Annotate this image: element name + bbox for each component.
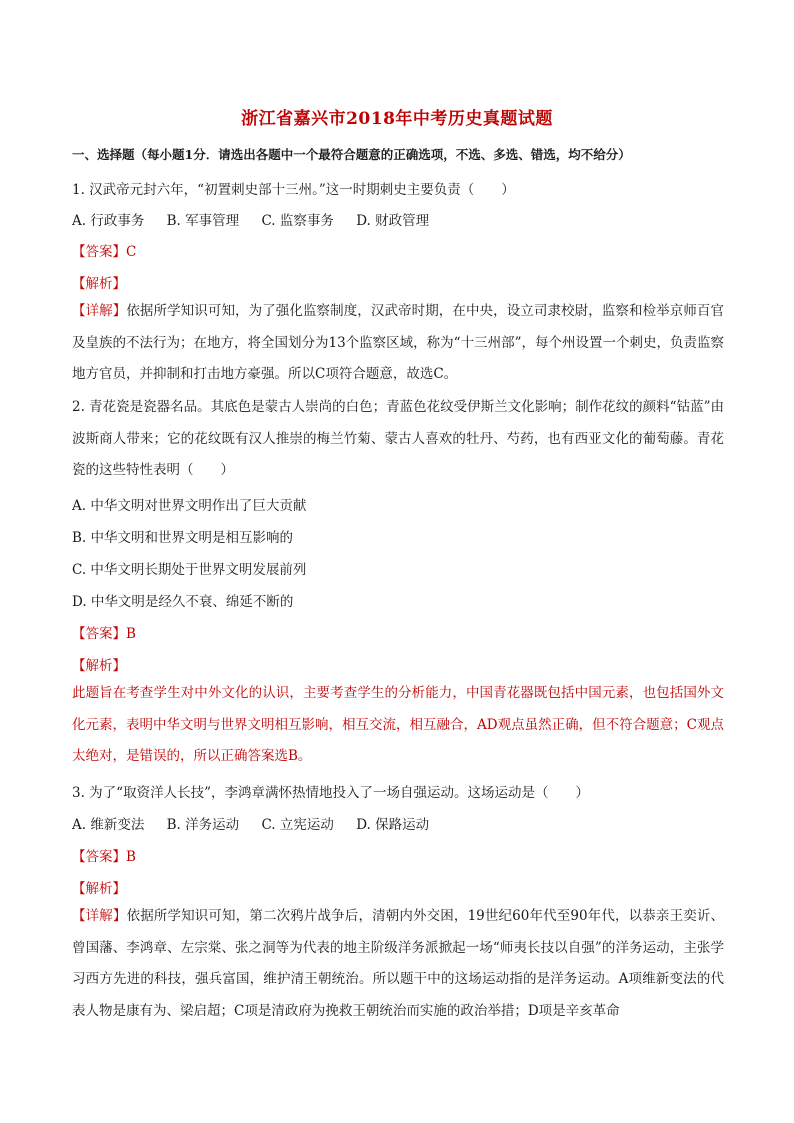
q2-stem: 2. 青花瓷是瓷器名品。其底色是蒙古人崇尚的白色；青蓝色花纹受伊斯兰文化影响；制作花纹的颜料“钴蓝”由波斯商人带来；它的花纹既有汉人推崇的梅兰竹菊、蒙古人喜欢的牡丹、芍药，也有西亚文化的葡萄藤。青花瓷的这些特性表明（ ）	[72, 399, 724, 478]
q1-detail-tag: 【详解】	[72, 303, 127, 319]
q3-analysis-label: 【解析】	[72, 881, 126, 897]
q3-detail-text: 依据所学知识可知，第二次鸦片战争后，清朝内外交困，19世纪60年代至90年代，以恭亲王奕䜣、曾国藩、李鸿章、左宗棠、张之洞等为代表的地主阶级洋务派掀起一场“师夷长技以自强”的洋务运动，主张学习西方先进的科技，强兵富国，维护清王朝统治。所以题干中的这场运动指的是洋务运动。A项维新变法的代表人物是康有为、梁启超；C项是清政府为挽救王朝统治而实施的政治举措；D项是辛亥革命	[72, 908, 724, 1019]
q2-answer: 【答案】B	[72, 626, 136, 642]
page-title: 浙江省嘉兴市2018年中考历史真题试题	[241, 109, 553, 129]
q1-option-c: C. 监察事务	[261, 213, 334, 229]
q1-option-d: D. 财政管理	[356, 213, 430, 229]
q1-analysis-label: 【解析】	[72, 276, 126, 292]
q2-analysis-label: 【解析】	[72, 658, 126, 674]
q3-option-c: C. 立宪运动	[261, 817, 334, 833]
q3-option-d: D. 保路运动	[356, 817, 430, 833]
q3-option-a: A. 维新变法	[72, 817, 145, 833]
q1-stem: 1. 汉武帝元封六年，“初置刺史部十三州。”这一时期刺史主要负责（ ）	[72, 182, 515, 198]
q1-option-a: A. 行政事务	[72, 213, 145, 229]
q1-options	[72, 209, 447, 229]
q2-option-d: D. 中华文明是经久不衰、绵延不断的	[72, 594, 294, 610]
q3-option-b: B. 洋务运动	[166, 817, 240, 833]
q3-detail-tag: 【详解】	[72, 908, 127, 924]
q3-answer: 【答案】B	[72, 849, 136, 865]
q2-detail: 此题旨在考查学生对中外文化的认识，主要考查学生的分析能力，中国青花器既包括中国元素，也包括国外文化元素，表明中华文明与世界文明相互影响，相互交流，相互融合，AD观点虽然正确，但不符合题意；C观点太绝对，是错误的，所以正确答案选B。	[72, 685, 724, 764]
q1-option-b: B. 军事管理	[166, 213, 240, 229]
q2-option-c: C. 中华文明长期处于世界文明发展前列	[72, 562, 307, 578]
q3-detail	[72, 901, 724, 1027]
q3-options	[72, 813, 447, 833]
section-heading: 一、选择题（每小题1分．请选出各题中一个最符合题意的正确选项，不选、多选、错选，均不给分）	[72, 147, 631, 162]
q1-answer: 【答案】C	[72, 244, 137, 260]
q2-option-a: A. 中华文明对世界文明作出了巨大贡献	[72, 498, 307, 514]
q3-stem: 3. 为了“取资洋人长技”，李鸿章满怀热情地投入了一场自强运动。这场运动是（ ）	[72, 785, 589, 801]
q1-detail	[72, 296, 724, 391]
q1-detail-text: 依据所学知识可知，为了强化监察制度，汉武帝时期，在中央，设立司隶校尉，监察和检举京师百官及皇族的不法行为；在地方，将全国划分为13个监察区域，称为“十三州部”，每个州设置一个刺史，负责监察地方官员，并抑制和打击地方豪强。所以C项符合题意，故选C。	[72, 303, 725, 382]
q2-option-b: B. 中华文明和世界文明是相互影响的	[72, 530, 294, 546]
